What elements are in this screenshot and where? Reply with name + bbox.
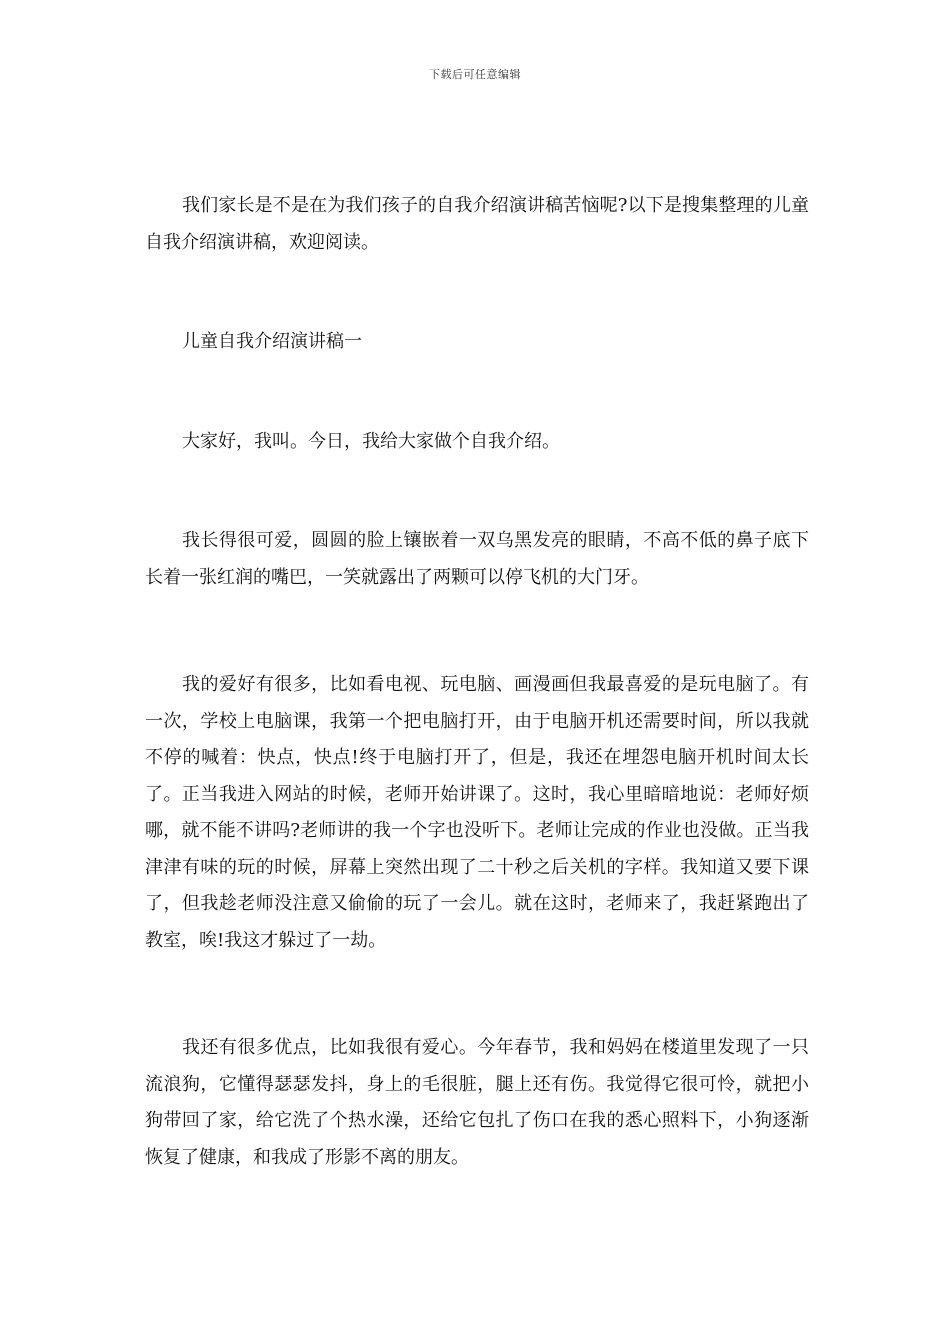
hobby-paragraph: 我的爱好有很多，比如看电视、玩电脑、画漫画但我最喜爱的是玩电脑了。有一次，学校上电脑课，我第一个把电脑打开，由于电脑开机还需要时间，所以我就不停的喊着：快点，快点!终于电脑打开了，但是，我还在埋怨电脑开机时间太长了。正当我进入网站的时候，老师开始讲课了。这时，我心里暗暗地说：老师好烦哪，就不能不讲吗?老师讲的我一个字也没听下。老师让完成的作业也没做。正当我津津有味的玩的时候，屏幕上突然出现了二十秒之后关机的字样。我知道又要下课了，但我趁老师没注意又偷偷的玩了一会儿。就在这时，老师来了，我赶紧跑出了教室，唉!我这才躲过了一劫。	[145, 674, 809, 951]
appearance-paragraph: 我长得很可爱，圆圆的脸上镶嵌着一双乌黑发亮的眼睛，不高不低的鼻子底下长着一张红润的嘴巴，一笑就露出了两颗可以停飞机的大门牙。	[145, 530, 809, 588]
virtue-paragraph: 我还有很多优点，比如我很有爱心。今年春节，我和妈妈在楼道里发现了一只流浪狗，它懂得瑟瑟发抖，身上的毛很脏，腿上还有伤。我觉得它很可怜，就把小狗带回了家，给它洗了个热水澡，还给它包扎了伤口在我的悉心照料下，小狗逐渐恢复了健康，和我成了形影不离的朋友。	[145, 1037, 809, 1168]
section-heading: 儿童自我介绍演讲稿一	[182, 331, 362, 352]
intro-paragraph: 我们家长是不是在为我们孩子的自我介绍演讲稿苦恼呢?以下是搜集整理的儿童自我介绍演讲稿，欢迎阅读。	[145, 195, 809, 253]
document-body	[145, 188, 809, 1176]
page-header-note: 下载后可任意编辑	[429, 68, 521, 81]
greeting-paragraph: 大家好，我叫。今日，我给大家做个自我介绍。	[182, 430, 560, 452]
